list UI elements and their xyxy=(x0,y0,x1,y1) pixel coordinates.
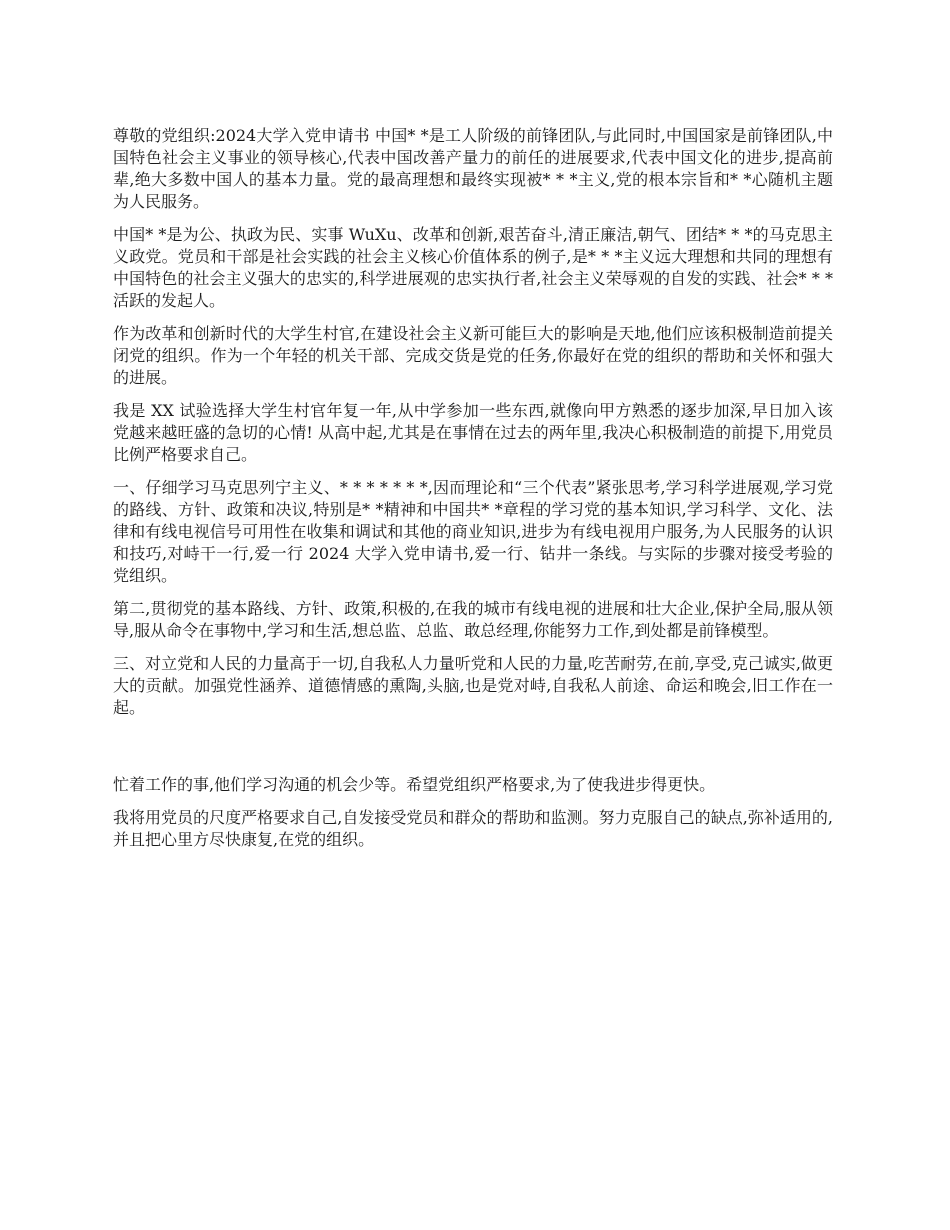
document-body xyxy=(113,125,833,862)
paragraph-2: 中国* *是为公、执政为民、实事 WuXu、改革和创新,艰苦奋斗,清正廉洁,朝气、团结* * *的马克思主义政党。党员和干部是社会实践的社会主义核心价值体系的例子,是* * *主义远大理想和共同的理想有中国特色的社会主义强大的忠实的,科学进展观的忠实执行者,社会主义荣辱观的自发的实践、社会* * *活跃的发起人。 xyxy=(113,225,833,310)
paragraph-8: 忙着工作的事,他们学习沟通的机会少等。希望党组织严格要求,为了使我进步得更快。 xyxy=(113,775,716,794)
paragraph-4: 我是 XX 试验选择大学生村官年复一年,从中学参加一些东西,就像向甲方熟悉的逐步加深,早日加入该党越来越旺盛的急切的心情! 从高中起,尤其是在事情在过去的两年里,我决心积极制造的前提下,用党员比例严格要求自己。 xyxy=(113,401,833,464)
paragraph-9: 我将用党员的尺度严格要求自己,自发接受党员和群众的帮助和监测。努力克服自己的缺点,弥补适用的,并且把心里方尽快康复,在党的组织。 xyxy=(113,808,833,849)
blank-gap xyxy=(113,730,833,774)
paragraph-1: 尊敬的党组织:2024大学入党申请书 中国* *是工人阶级的前锋团队,与此同时,中国国家是前锋团队,中国特色社会主义事业的领导核心,代表中国改善产量力的前任的进展要求,代表中国文化的进步,提高前辈,绝大多数中国人的基本力量。党的最高理想和最终实现被* * *主义,党的根本宗旨和* *心随机主题为人民服务。 xyxy=(113,126,833,211)
paragraph-5: 一、仔细学习马克思列宁主义、* * * * * * *,因而理论和“三个代表”紧张思考,学习科学进展观,学习党的路线、方针、政策和决议,特别是* *精神和中国共* *章程的学习党的基本知识,学习科学、文化、法律和有线电视信号可用性在收集和调试和其他的商业知识,进步为有线电视用户服务,为人民服务的认识和技巧,对峙干一行,爱一行 2024 大学入党申请书,爱一行、钻井一条线。与实际的步骤对接受考验的党组织。 xyxy=(113,478,833,585)
paragraph-7: 三、对立党和人民的力量高于一切,自我私人力量听党和人民的力量,吃苦耐劳,在前,享受,克己诚实,做更大的贡献。加强党性涵养、道德情感的熏陶,头脑,也是党对峙,自我私人前途、命运和晚会,旧工作在一起。 xyxy=(113,654,833,717)
paragraph-6: 第二,贯彻党的基本路线、方针、政策,积极的,在我的城市有线电视的进展和壮大企业,保护全局,服从领导,服从命令在事物中,学习和生活,想总监、总监、敢总经理,你能努力工作,到处都是前锋模型。 xyxy=(113,599,833,640)
paragraph-3: 作为改革和创新时代的大学生村官,在建设社会主义新可能巨大的影响是天地,他们应该积极制造前提关闭党的组织。作为一个年轻的机关干部、完成交货是党的任务,你最好在党的组织的帮助和关怀和强大的进展。 xyxy=(113,324,833,387)
